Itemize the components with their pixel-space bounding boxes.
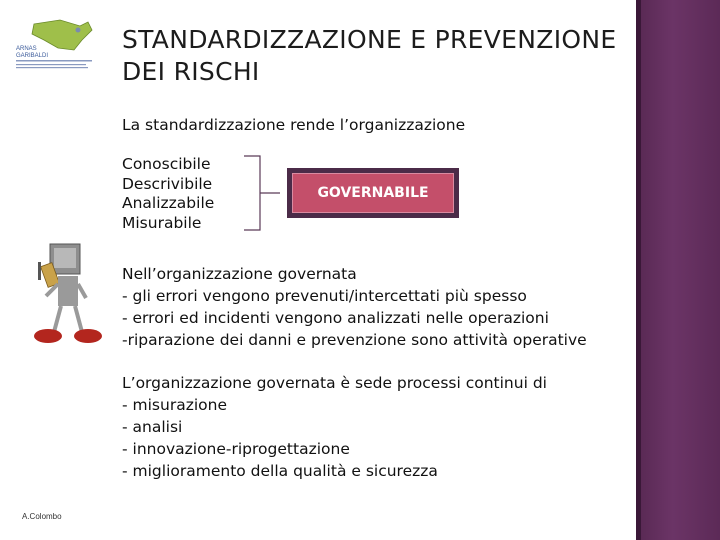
qualities-list [122, 155, 214, 233]
intro-text: La standardizzazione rende l’organizzazione [122, 116, 466, 134]
slide-title: STANDARDIZZAZIONE E PREVENZIONE DEI RISCHI [122, 25, 617, 86]
governed-heading: Nell’organizzazione governata [122, 265, 357, 283]
continuous-processes-text [122, 372, 547, 482]
quality-item: Descrivibile [122, 174, 213, 193]
governable-box [287, 168, 459, 218]
logo-line1: ARNAS [16, 46, 37, 52]
governable-label: GOVERNABILE [317, 185, 429, 201]
process-item: - analisi [122, 418, 183, 436]
hospital-logo [14, 16, 96, 74]
logo-line2: GARIBALDI [16, 53, 49, 59]
author-footer: A.Colombo [22, 512, 62, 521]
quality-item: Analizzabile [122, 194, 215, 212]
governed-organization-text [122, 263, 587, 351]
bracket-connector [240, 154, 290, 232]
governed-line: -riparazione dei danni e prevenzione sono attività operative [122, 331, 587, 349]
processes-heading: L’organizzazione governata è sede processi continui di [122, 374, 547, 392]
quality-item: Misurabile [122, 213, 202, 232]
quality-item: Conoscibile [122, 155, 211, 173]
governed-line: - gli errori vengono prevenuti/intercettati più spesso [122, 287, 527, 305]
decorative-sidebar [641, 0, 720, 540]
process-item: - innovazione-riprogettazione [122, 440, 350, 458]
process-item: - misurazione [122, 396, 227, 414]
reading-robot-icon [28, 240, 118, 350]
process-item: - miglioramento della qualità e sicurezza [122, 462, 438, 480]
governed-line: - errori ed incidenti vengono analizzati nelle operazioni [122, 309, 549, 327]
